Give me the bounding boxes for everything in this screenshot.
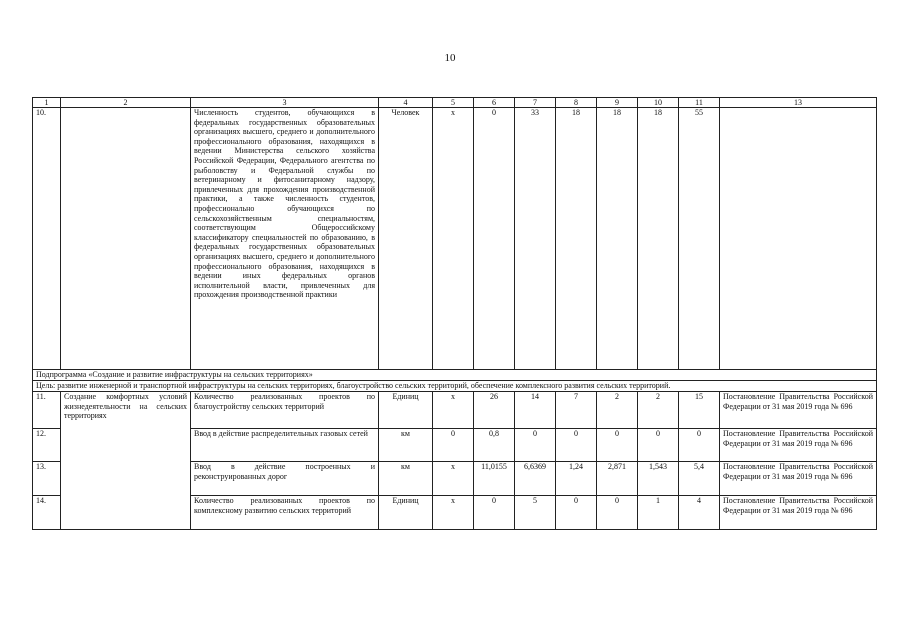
goal-text: Цель: развитие инженерной и транспортной инфраструктуры на сельских территориях, благоустройство сельских территорий, обеспечение комплексного развития сельских территорий.	[33, 381, 877, 392]
indicator-name: Ввод в действие построенных и реконструированных дорог	[191, 462, 379, 496]
row-number: 10.	[33, 108, 61, 370]
indicator-name: Количество реализованных проектов по комплексному развитию сельских территорий	[191, 496, 379, 530]
goal-row	[33, 381, 877, 392]
unit: Человек	[379, 108, 433, 370]
value-cell: х	[433, 392, 474, 429]
value-cell: 2,871	[597, 462, 638, 496]
subprogram-row	[33, 370, 877, 381]
column-header: 10	[638, 98, 679, 108]
unit: Единиц	[379, 392, 433, 429]
column-header: 3	[191, 98, 379, 108]
indicator-name: Количество реализованных проектов по благоустройству сельских территорий	[191, 392, 379, 429]
value-cell: 1	[638, 496, 679, 530]
unit: км	[379, 462, 433, 496]
indicator-name: Ввод в действие распределительных газовых сетей	[191, 429, 379, 462]
value-cell: 2	[597, 392, 638, 429]
source-doc	[720, 108, 877, 370]
value-cell: х	[433, 496, 474, 530]
row-number: 12.	[33, 429, 61, 462]
value-cell: 1,24	[556, 462, 597, 496]
value-cell: 0	[474, 108, 515, 370]
value-cell: 0	[474, 496, 515, 530]
value-cell: х	[433, 108, 474, 370]
indicators-table	[32, 97, 877, 530]
value-cell: 2	[638, 392, 679, 429]
value-cell: 18	[597, 108, 638, 370]
row-number: 14.	[33, 496, 61, 530]
column-number-row	[33, 98, 877, 108]
column-header: 1	[33, 98, 61, 108]
column-header: 11	[679, 98, 720, 108]
value-cell: х	[433, 462, 474, 496]
value-cell: 0	[556, 496, 597, 530]
value-cell: 33	[515, 108, 556, 370]
table-row	[33, 108, 877, 370]
subprogram-title: Подпрограмма «Создание и развитие инфраструктуры на сельских территориях»	[33, 370, 877, 381]
column-header: 4	[379, 98, 433, 108]
value-cell: 0	[597, 429, 638, 462]
source-doc: Постановление Правительства Российской Федерации от 31 мая 2019 года № 696	[720, 462, 877, 496]
value-cell: 0,8	[474, 429, 515, 462]
value-cell: 6,6369	[515, 462, 556, 496]
value-cell: 0	[556, 429, 597, 462]
row-number: 13.	[33, 462, 61, 496]
value-cell: 1,543	[638, 462, 679, 496]
column-header: 13	[720, 98, 877, 108]
value-cell: 14	[515, 392, 556, 429]
value-cell: 4	[679, 496, 720, 530]
value-cell: 55	[679, 108, 720, 370]
value-cell: 18	[638, 108, 679, 370]
column-header: 7	[515, 98, 556, 108]
table-row	[33, 392, 877, 429]
value-cell: 11,0155	[474, 462, 515, 496]
source-doc: Постановление Правительства Российской Федерации от 31 мая 2019 года № 696	[720, 392, 877, 429]
value-cell: 0	[515, 429, 556, 462]
value-cell: 7	[556, 392, 597, 429]
source-doc: Постановление Правительства Российской Федерации от 31 мая 2019 года № 696	[720, 429, 877, 462]
value-cell: 5,4	[679, 462, 720, 496]
indicator-name: Численность студентов, обучающихся в федеральных государственных образовательных организациях высшего, среднего и дополнительного профессионального образования, находящихся в ведении Министерства сельского хозяйства Российской Федерации, Федерального агентства по рыболовству и Федеральной службы по ветеринарному и фитосанитарному надзору, привлеченных для прохождения производственной практики, а также численность студентов, профессионально обучающихся по сельскохозяйственным специальностям, соответствующим Общероссийскому классификатору специальностей по образованию, в федеральных государственных образовательных организациях высшего, среднего и дополнительного профессионального образования, находящихся в ведении иных федеральных органов исполнительной власти, привлеченных для прохождения производственной практики	[191, 108, 379, 370]
column-header: 8	[556, 98, 597, 108]
page-number: 10	[444, 52, 456, 64]
column-header: 5	[433, 98, 474, 108]
value-cell: 0	[679, 429, 720, 462]
value-cell: 0	[433, 429, 474, 462]
value-cell: 15	[679, 392, 720, 429]
row-number: 11.	[33, 392, 61, 429]
value-cell: 0	[597, 496, 638, 530]
value-cell: 0	[638, 429, 679, 462]
unit: Единиц	[379, 496, 433, 530]
task-name: Создание комфортных условий жизнедеятельности на сельских территориях	[61, 392, 191, 530]
value-cell: 26	[474, 392, 515, 429]
value-cell: 18	[556, 108, 597, 370]
value-cell: 5	[515, 496, 556, 530]
source-doc: Постановление Правительства Российской Федерации от 31 мая 2019 года № 696	[720, 496, 877, 530]
column-header: 2	[61, 98, 191, 108]
column-header: 6	[474, 98, 515, 108]
unit: км	[379, 429, 433, 462]
task-name	[61, 108, 191, 370]
column-header: 9	[597, 98, 638, 108]
